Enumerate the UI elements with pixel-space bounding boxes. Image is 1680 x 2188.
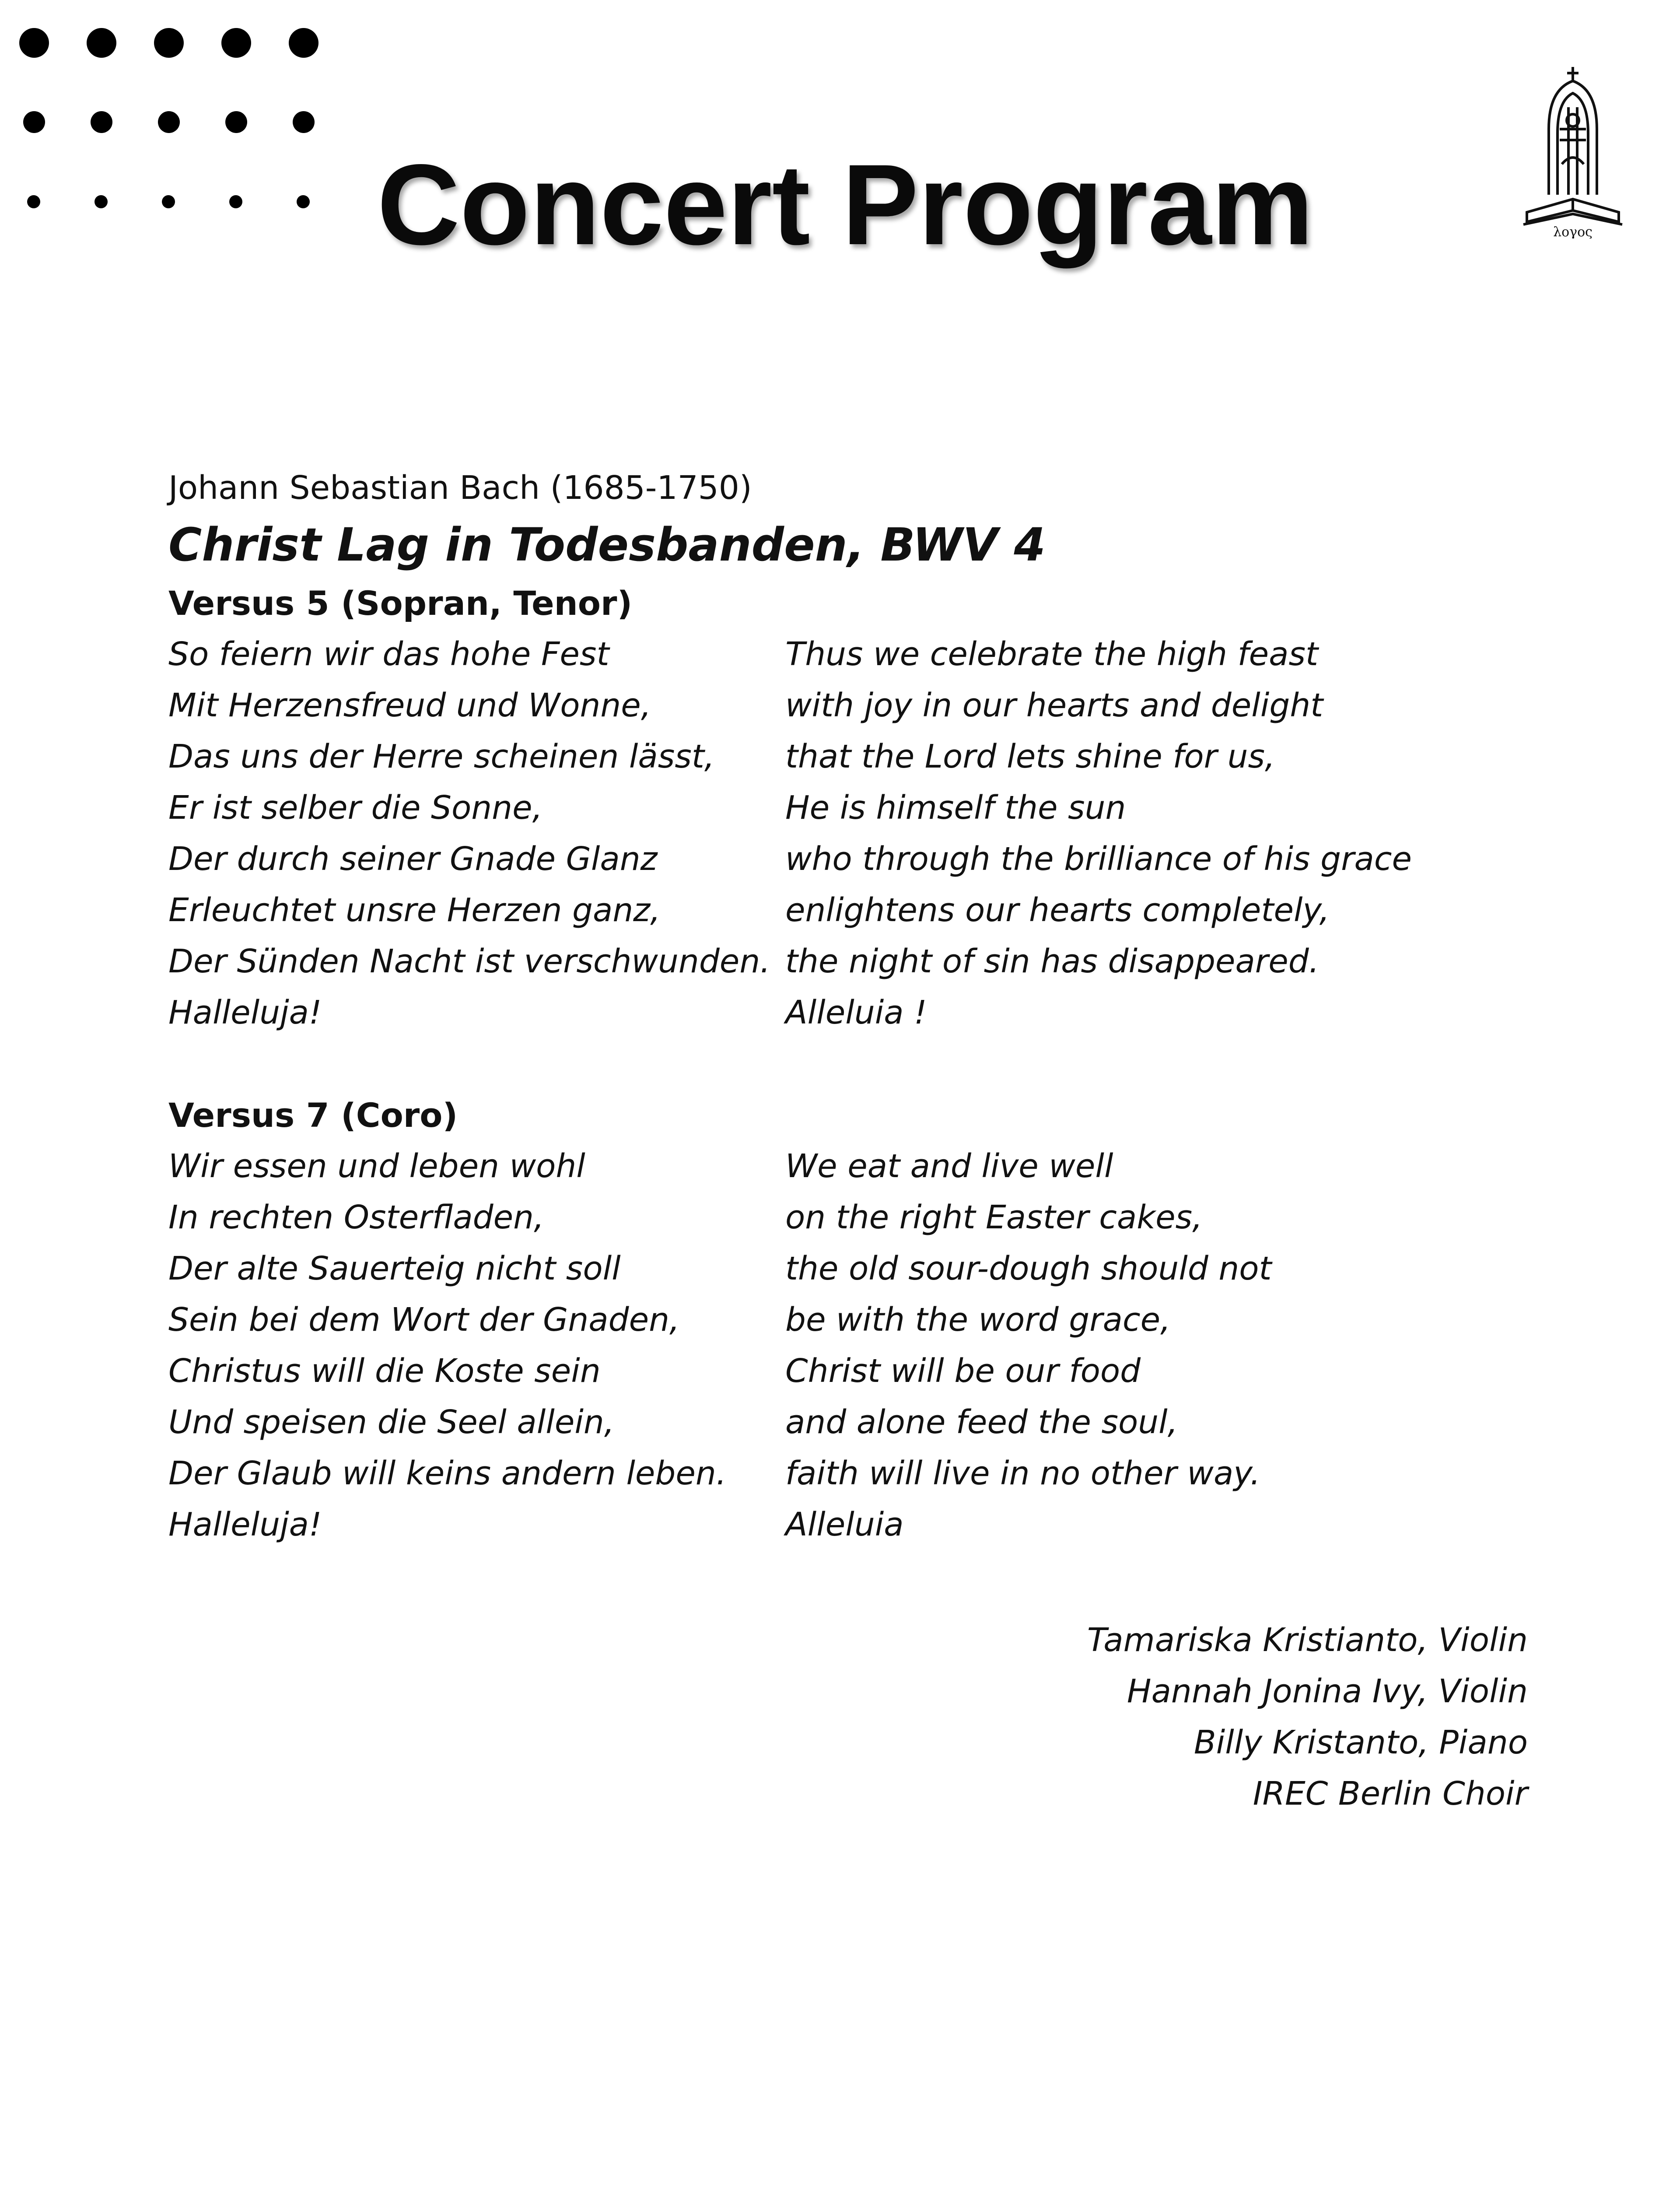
lyric-line: Der Sünden Nacht ist verschwunden.: [168, 943, 770, 980]
lyric-line: on the right Easter cakes,: [785, 1199, 1203, 1236]
dot: [27, 195, 40, 208]
lyric-line: with joy in our hearts and delight: [785, 687, 1323, 724]
english-lyrics: [785, 629, 1485, 1038]
lyric-line: Er ist selber die Sonne,: [168, 789, 543, 827]
program-content: [168, 464, 1525, 1550]
dot: [94, 195, 108, 208]
dot: [229, 195, 242, 208]
verse-block: [168, 629, 1525, 1038]
lyric-line: Christ will be our food: [785, 1352, 1141, 1390]
lyric-line: be with the word grace,: [785, 1301, 1171, 1339]
lyric-line: Mit Herzensfreud und Wonne,: [168, 687, 651, 724]
lyric-line: Der alte Sauerteig nicht soll: [168, 1250, 621, 1287]
lyric-line: and alone feed the soul,: [785, 1403, 1178, 1441]
lyric-line: Der durch seiner Gnade Glanz: [168, 840, 658, 878]
performer-entry: IREC Berlin Choir: [1253, 1775, 1528, 1813]
dot: [158, 111, 180, 133]
dot: [154, 28, 184, 58]
lyric-line: who through the brilliance of his grace: [785, 840, 1412, 878]
dot: [162, 195, 175, 208]
dot: [91, 111, 112, 133]
lyric-line: In rechten Osterfladen,: [168, 1199, 544, 1236]
lyric-line: Halleluja!: [168, 994, 322, 1031]
lyric-line: Christus will die Koste sein: [168, 1352, 601, 1390]
dot: [289, 28, 318, 58]
dot: [87, 28, 116, 58]
performer-entry: Tamariska Kristianto, Violin: [1087, 1621, 1528, 1659]
lyric-line: Der Glaub will keins andern leben.: [168, 1455, 727, 1492]
verse-block: [168, 1141, 1525, 1550]
performer-entry: Billy Kristanto, Piano: [1194, 1724, 1528, 1761]
performer-entry: Hannah Jonina Ivy, Violin: [1127, 1673, 1528, 1710]
lyric-line: Halleluja!: [168, 1506, 322, 1543]
lyric-line: We eat and live well: [785, 1147, 1113, 1185]
lyric-line: Alleluia !: [785, 994, 927, 1031]
section-heading: Versus 5 (Sopran, Tenor): [168, 584, 633, 623]
work-title: Christ Lag in Todesbanden, BWV 4: [168, 518, 1046, 572]
lyric-line: He is himself the sun: [785, 789, 1126, 827]
composer-name: Johann Sebastian Bach (1685-1750): [168, 469, 752, 507]
lyric-line: Wir essen und leben wohl: [168, 1147, 585, 1185]
lyric-line: So feiern wir das hohe Fest: [168, 635, 609, 673]
page-title: Concert Program: [377, 140, 1314, 269]
german-lyrics: [168, 1141, 785, 1550]
church-tower-logo-icon: [1518, 63, 1628, 238]
lyric-line: Alleluia: [785, 1506, 904, 1543]
lyric-line: Sein bei dem Wort der Gnaden,: [168, 1301, 680, 1339]
dot: [293, 111, 315, 133]
lyric-line: faith will live in no other way.: [785, 1455, 1260, 1492]
logo-inscription: λογος: [1553, 224, 1592, 238]
section-heading: Versus 7 (Coro): [168, 1096, 458, 1135]
lyric-line: Und speisen die Seel allein,: [168, 1403, 615, 1441]
dot: [19, 28, 49, 58]
lyric-line: the old sour-dough should not: [785, 1250, 1272, 1287]
lyric-line: that the Lord lets shine for us,: [785, 738, 1275, 775]
german-lyrics: [168, 629, 785, 1038]
section-spacer: [168, 1038, 1525, 1090]
lyric-line: Erleuchtet unsre Herzen ganz,: [168, 891, 661, 929]
lyric-line: Das uns der Herre scheinen lässt,: [168, 738, 715, 775]
dot: [225, 111, 247, 133]
performer-list: [1087, 1615, 1528, 1820]
dot: [297, 195, 310, 208]
english-lyrics: [785, 1141, 1485, 1550]
lyric-line: enlightens our hearts completely,: [785, 891, 1330, 929]
dot: [23, 111, 45, 133]
dot: [221, 28, 251, 58]
lyric-line: the night of sin has disappeared.: [785, 943, 1320, 980]
lyric-line: Thus we celebrate the high feast: [785, 635, 1319, 673]
